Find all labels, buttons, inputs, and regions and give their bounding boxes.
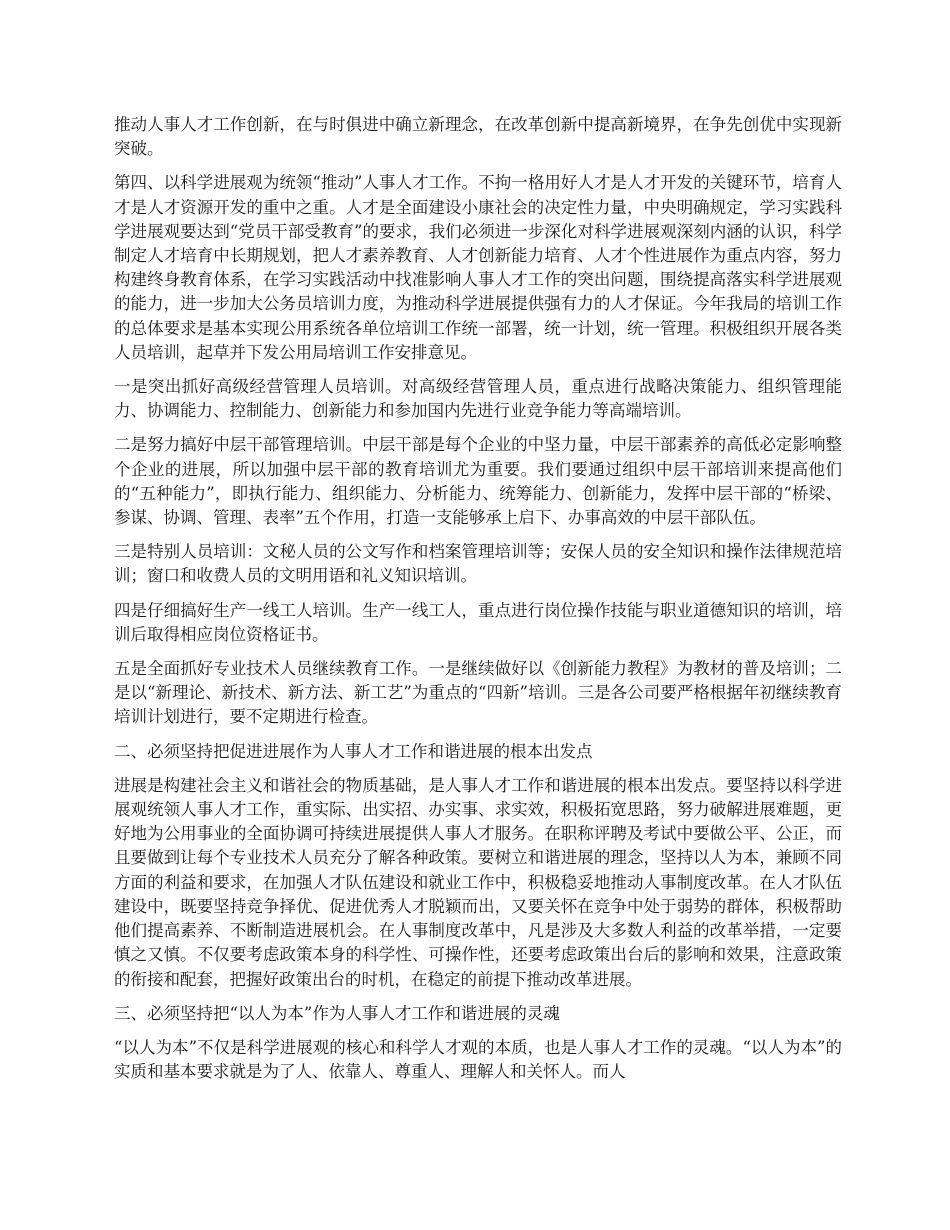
document-page: [114, 113, 842, 1084]
paragraph-section-four: 第四、以科学进展观为统领“推动”人事人才工作。不拘一格用好人才是人才开发的关键环节，培育人才是人才资源开发的重中之重。人才是全面建设小康社会的决定性力量，中央明确规定，学习实践科学进展观要达到“党员干部受教育”的要求，我们必须进一步深化对科学进展观深刻内涵的认识，科学制定人才培育中长期规划，把人才素养教育、人才创新能力培育、人才个性进展作为重点内容，努力构建终身教育体系，在学习实践活动中找准影响人事人才工作的突出问题，围绕提高落实科学进展观的能力，进一步加大公务员培训力度，为推动科学进展提供强有力的人才保证。今年我局的培训工作的总体要求是基本实现公用系统各单位培训工作统一部署，统一计划，统一管理。积极组织开展各类人员培训，起草并下发公用局培训工作安排意见。: [114, 173, 842, 362]
paragraph-middle-management-training: 二是努力搞好中层干部管理培训。中层干部是每个企业的中坚力量，中层干部素养的高低必定影响整个企业的进展，所以加强中层干部的教育培训尤为重要。我们要通过组织中层干部培训来提高他们的“五种能力”，即执行能力、组织能力、分析能力、统筹能力、创新能力，发挥中层干部的“桥梁、参谋、协调、管理、表率”五个作用，打造一支能够承上启下、办事高效的中层干部队伍。: [114, 435, 842, 528]
paragraph-intro-continuation: 推动人事人才工作创新，在与时俱进中确立新理念，在改革创新中提高新境界，在争先创优中实现新突破。: [114, 115, 842, 159]
paragraph-development-foundation: 进展是构建社会主义和谐社会的物质基础，是人事人才工作和谐进展的根本出发点。要坚持以科学进展观统领人事人才工作，重实际、出实招、办实事、求实效，积极拓宽思路，努力破解进展难题，更好地为公用事业的全面协调可持续进展提供人事人才服务。在职称评聘及考试中要做公平、公正，而且要做到让每个专业技术人员充分了解各种政策。要树立和谐进展的理念，坚持以人为本，兼顾不同方面的利益和要求，在加强人才队伍建设和就业工作中，积极稳妥地推动人事制度改革。在人才队伍建设中，既要坚持竞争择优、促进优秀人才脱颖而出，又要关怀在竞争中处于弱势的群体，积极帮助他们提高素养、不断制造进展机会。在人事制度改革中，凡是涉及大多数人利益的改革举措，一定要慎之又慎。不仅要考虑政策本身的科学性、可操作性，还要考虑政策出台后的影响和效果，注意政策的衔接和配套，把握好政策出台的时机，在稳定的前提下推动改革进展。: [114, 775, 842, 989]
paragraph-senior-management-training: 一是突出抓好高级经营管理人员培训。对高级经营管理人员，重点进行战略决策能力、组织管理能力、协调能力、控制能力、创新能力和参加国内先进行业竞争能力等高端培训。: [114, 377, 842, 421]
heading-section-three: 三、必须坚持把“以人为本”作为人事人才工作和谐进展的灵魂: [114, 1003, 560, 1023]
heading-section-two: 二、必须坚持把促进进展作为人事人才工作和谐进展的根本出发点: [114, 741, 593, 761]
paragraph-people-oriented: “以人为本”不仅是科学进展观的核心和科学人才观的本质，也是人事人才工作的灵魂。“以人为本”的实质和基本要求就是为了人、依靠人、尊重人、理解人和关怀人。而人: [114, 1037, 842, 1082]
paragraph-special-staff-training: 三是特别人员培训：文秘人员的公文写作和档案管理培训等；安保人员的安全知识和操作法律规范培训；窗口和收费人员的文明用语和礼义知识培训。: [114, 542, 842, 586]
paragraph-frontline-worker-training: 四是仔细搞好生产一线工人培训。生产一线工人，重点进行岗位操作技能与职业道德知识的培训，培训后取得相应岗位资格证书。: [114, 600, 842, 644]
paragraph-continuing-education: 五是全面抓好专业技术人员继续教育工作。一是继续做好以《创新能力教程》为教材的普及培训；二是以“新理论、新技术、新方法、新工艺”为重点的“四新”培训。三是各公司要严格根据年初继续教育培训计划进行，要不定期进行检查。: [114, 659, 842, 727]
